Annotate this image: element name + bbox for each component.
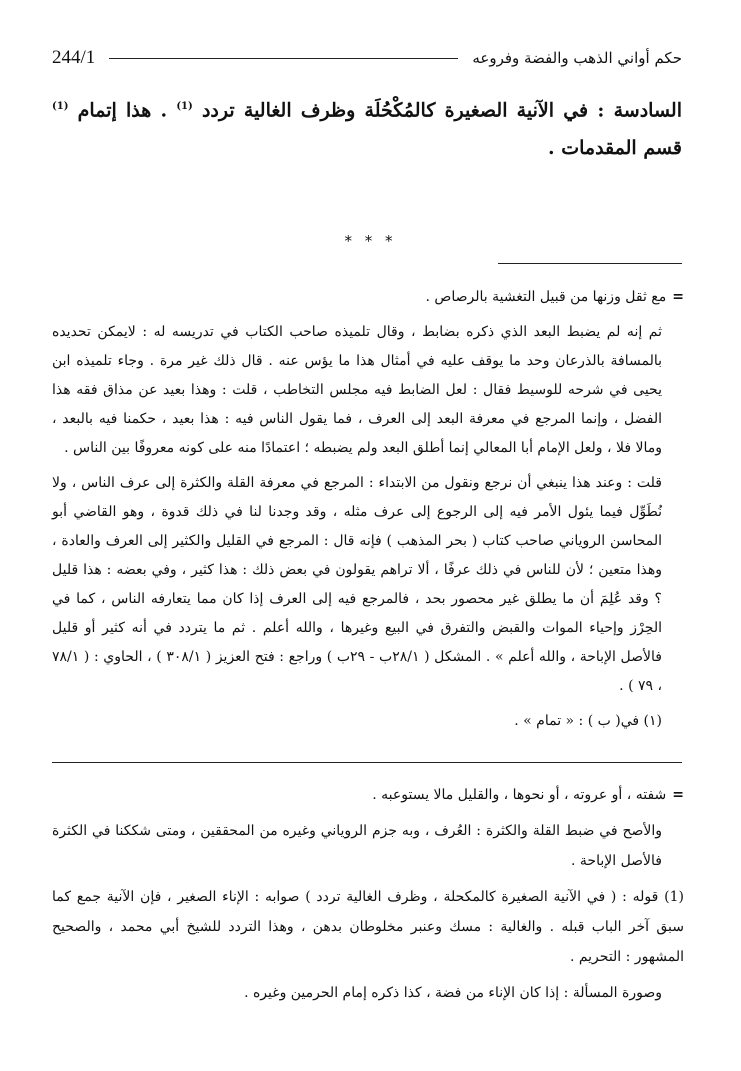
continuation-mark-2: =: [672, 787, 684, 803]
main-text-part3: قسم المقدمات .: [547, 137, 682, 160]
main-text-part1: السادسة : في الآنية الصغيرة كالمُكْحُلَة وظرف الغالية تردد: [201, 99, 682, 122]
footnote-rule-top: [498, 263, 682, 264]
main-paragraph: [52, 88, 682, 167]
commentary-top-lead: [52, 283, 684, 312]
commentary-top-para2: قلت : وعند هذا ينبغي أن نرجع ونقول من الابتداء : المرجع في معرفة القلة والكثرة إلى عرف الناس ، ولا نُطَوِّل فيما يئول الأمر فيه إلى الرجوع إلى عرف مثله ، وقد وجدنا لنا في ذلك قدوة ، وهو القاضي أبو المحاسن الروياني صاحب كتاب ( بحر المذهب ) فإنه قال : المرجع في القليل والكثير إلى العرف والعادة ، وهذا متعين ؛ لأن للناس في ذلك عرفًا ، ألا تراهم يقولون في بعض ذلك : هذا كثير ، وفي بعضه : هذا قليل ؟ وقد عُلِمَ أن ما يطلق غير محصور بحد ، فالمرجع فيه إلى العرف إذا كان مما يتعارفه الناس ، كما في الحِرْز وإحياء الموات والقبض والتفرق في البيع وغيرها ، والله أعلم . ثم ما يتردد في أنه كثير أو قليل فالأصل الإباحة ، والله أعلم » . المشكل ( ٢٨/١ب - ٢٩ب ) وراجع : فتح العزيز ( ٣٠٨/١ ) ، الحاوي : ( ٧٨/١ ، ٧٩ ) .: [52, 475, 662, 694]
header-rule: [109, 58, 458, 59]
page-number: 244/1: [52, 47, 96, 68]
footnote-rule-bottom: [52, 762, 682, 763]
commentary-top-lead-text: مع ثقل وزنها من قبيل التغشية بالرصاص .: [425, 289, 667, 305]
commentary-bottom-para3: وصورة المسألة : إذا كان الإناء من فضة ، كذا ذكره إمام الحرمين وغيره .: [244, 985, 662, 1001]
commentary-bottom: [52, 780, 684, 1014]
continuation-mark: =: [672, 289, 684, 305]
commentary-top: [52, 283, 684, 742]
commentary-bottom-para1: والأصح في ضبط القلة والكثرة : العُرف ، وبه جزم الروياني وغيره من المحققين ، ومتى شككنا في الكثرة فالأصل الإباحة .: [52, 823, 662, 869]
running-title: حكم أواني الذهب والفضة وفروعه: [472, 49, 682, 67]
page-header: [52, 44, 682, 72]
commentary-top-note1: (١) في( ب ) : « تمام » .: [514, 713, 662, 729]
section-separator: * * *: [344, 232, 397, 250]
commentary-bottom-lead: [52, 780, 684, 810]
main-text-part2: . هذا إتمام: [68, 99, 168, 122]
commentary-bottom-para2: (1) قوله : ( في الآنية الصغيرة كالمكحلة ، وظرف الغالية تردد ) صوابه : الإناء الصغير ، فإن الآنية جمع كما سبق آخر الباب قبله . والغالية : مسك وعنبر مخلوطان بدهن ، وهذا التردد للشيخ أبي محمد ، والصحيح المشهور : التحريم .: [52, 889, 684, 965]
commentary-bottom-lead-text: شفته ، أو عروته ، أو نحوها ، والقليل مالا يستوعبه .: [372, 787, 667, 803]
commentary-top-para1: ثم إنه لم يضبط البعد الذي ذكره بضابط ، وقال تلميذه صاحب الكتاب في تدريسه له : لايمكن تحديده بالمسافة بالذرعان وحد ما يوقف عليه في أمثال هذا ما يؤس عنه . قال ذلك غير مرة . وجاء تلميذه ابن يحيى في شرحه للوسيط فقال : لعل الضابط فيه مجلس التخاطب ، قلت : وهذا بعيد عن مذاق فقه هذا الفضل ، وإنما المرجع في معرفة البعد إلى العرف ، فما يقول الناس فيه : هذا بعيد ، حكمنا فيه بالبعد ، ومالا فلا ، ولعل الإمام أبا المعالي إنما أطلق البعد ولم يضبطه ؛ اعتمادًا منه على كونه معروفًا بين الناس .: [52, 324, 662, 456]
footnote-ref-2: (1): [52, 101, 69, 112]
footnote-ref-1: (1): [176, 101, 193, 112]
